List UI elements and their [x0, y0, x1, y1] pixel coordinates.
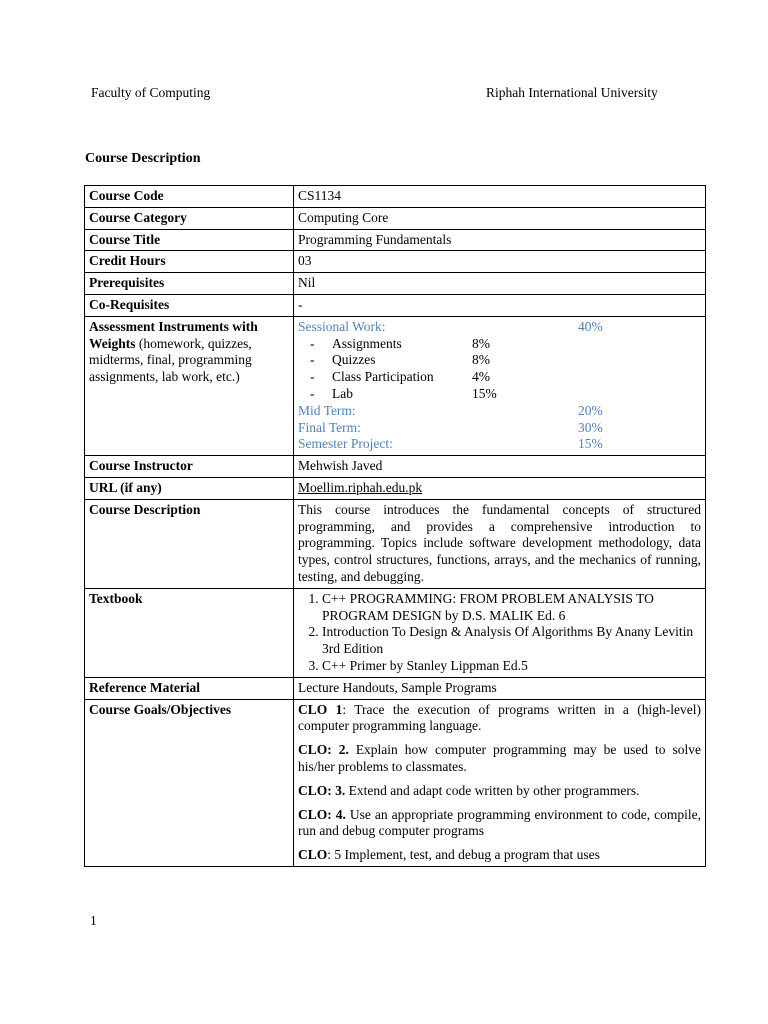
goals-label: Course Goals/Objectives: [85, 699, 294, 866]
url-label: URL (if any): [85, 477, 294, 499]
assessment-weights: [294, 316, 706, 455]
final-term-name: Final Term:: [298, 419, 361, 435]
mid-term-value: 20%: [578, 402, 603, 418]
semester-project-value: 15%: [578, 436, 603, 452]
table-row: [85, 477, 706, 499]
clo-item: CLO: 4. Use an appropriate programming environment to code, compile, run and debug computer programs: [298, 806, 701, 839]
weight-subrow: - Assignments 8%: [310, 335, 490, 351]
table-row: [85, 699, 706, 866]
table-row: [85, 273, 706, 295]
final-term-row: [298, 420, 701, 437]
weight-subrow: - Quizzes 8%: [310, 352, 490, 368]
textbook-label: Textbook: [85, 588, 294, 677]
description-label: Course Description: [85, 499, 294, 588]
prerequisites-value: Nil: [294, 273, 706, 295]
course-title-label: Course Title: [85, 229, 294, 251]
description-value: This course introduces the fundamental concepts of structured programming, and provides a comprehensive introduction to programming. Topics include software development methodology, data types, control structures, functions, arrays, and the mechanics of running, testing, and debugging.: [294, 499, 706, 588]
textbook-list: [298, 591, 701, 675]
course-category-label: Course Category: [85, 207, 294, 229]
assessment-label-detail: (homework, quizzes, midterms, final, programming assignments, lab work, etc.): [89, 335, 252, 385]
semester-project-name: Semester Project:: [298, 436, 393, 452]
credit-hours-label: Credit Hours: [85, 251, 294, 273]
table-row: [85, 499, 706, 588]
weight-value: 4%: [472, 369, 490, 385]
assessment-label-bold: Assessment Instruments with Weights: [89, 318, 258, 351]
weight-subrow: - Lab 15%: [310, 385, 497, 401]
table-row: [85, 229, 706, 251]
course-code-label: Course Code: [85, 186, 294, 208]
table-row: [85, 251, 706, 273]
course-description-table: [84, 185, 706, 867]
reference-value: Lecture Handouts, Sample Programs: [294, 677, 706, 699]
clo-item: CLO: 2. Explain how computer programming may be used to solve his/her problems to classmates.: [298, 742, 701, 774]
sessional-work-name: Sessional Work:: [298, 318, 386, 334]
semester-project-row: [298, 436, 701, 453]
table-row: [85, 186, 706, 208]
sessional-work-value: 40%: [578, 318, 603, 334]
instructor-value: Mehwish Javed: [294, 456, 706, 478]
reference-label: Reference Material: [85, 677, 294, 699]
mid-term-row: [298, 403, 701, 420]
table-row: [85, 207, 706, 229]
weight-name: Assignments: [332, 335, 402, 351]
prerequisites-label: Prerequisites: [85, 273, 294, 295]
goals-value: [294, 699, 706, 866]
weight-name: Class Participation: [332, 369, 434, 385]
course-code-value: CS1134: [294, 186, 706, 208]
table-row: [85, 588, 706, 677]
course-category-value: Computing Core: [294, 207, 706, 229]
weight-name: Lab: [332, 385, 353, 401]
weight-value: 8%: [472, 335, 490, 351]
weight-name: Quizzes: [332, 352, 376, 368]
course-title-value: Programming Fundamentals: [294, 229, 706, 251]
final-term-value: 30%: [578, 419, 603, 435]
weight-subrow: - Class Participation 4%: [310, 369, 490, 385]
clo-item: CLO 1: Trace the execution of programs written in a (high-level) computer programming language.: [298, 701, 701, 734]
table-row: [85, 456, 706, 478]
instructor-label: Course Instructor: [85, 456, 294, 478]
weight-value: 15%: [472, 385, 497, 401]
table-row: [85, 316, 706, 455]
faculty-header: Faculty of Computing: [91, 85, 211, 100]
corequisites-label: Co-Requisites: [85, 294, 294, 316]
page-number: 1: [90, 913, 97, 928]
corequisites-value: -: [294, 294, 706, 316]
sessional-work-row: [298, 319, 701, 336]
mid-term-name: Mid Term:: [298, 402, 356, 418]
table-row: [85, 677, 706, 699]
weight-value: 8%: [472, 352, 490, 368]
page-title: Course Description: [85, 151, 201, 166]
list-item: 2. Introduction To Design & Analysis Of Algorithms By Anany Levitin 3rd Edition: [322, 624, 701, 658]
list-item: 1. C++ PROGRAMMING: FROM PROBLEM ANALYSIS TO PROGRAM DESIGN by D.S. MALIK Ed. 6: [322, 591, 701, 625]
clo-item: CLO: 3. Extend and adapt code written by other programmers.: [298, 782, 640, 798]
university-header: Riphah International University: [486, 85, 658, 100]
credit-hours-value: 03: [294, 251, 706, 273]
assessment-label: [85, 316, 294, 455]
table-row: [85, 294, 706, 316]
list-item: 3. C++ Primer by Stanley Lippman Ed.5: [322, 658, 701, 675]
clo-item: CLO: 5 Implement, test, and debug a program that uses: [298, 847, 600, 863]
course-url-link[interactable]: Moellim.riphah.edu.pk: [298, 479, 423, 495]
